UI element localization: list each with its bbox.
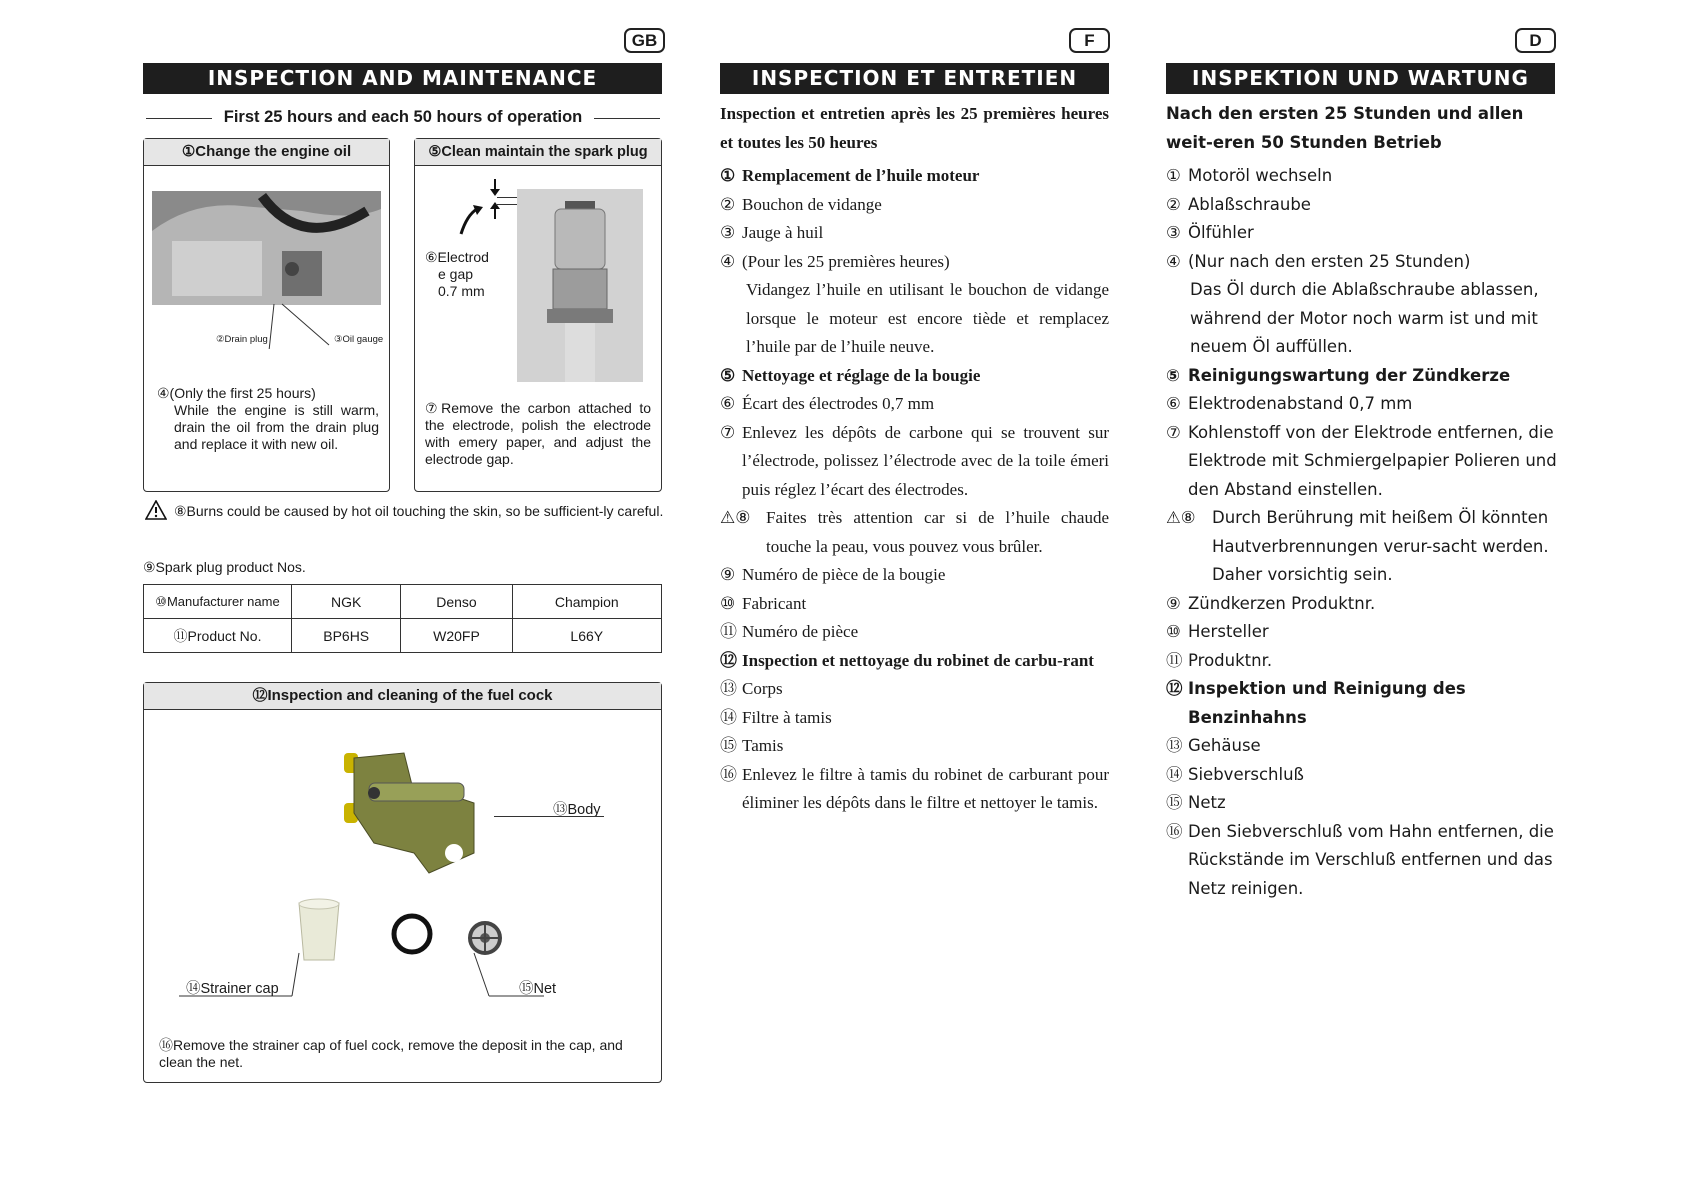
spark-box-title: ⑤Clean maintain the spark plug <box>415 139 661 166</box>
spark-plug-illustration <box>517 189 643 382</box>
list-item: ④ (Nur nach den ersten 25 Stunden) <box>1166 251 1471 271</box>
gb-warning-text: ⑧Burns could be caused by hot oil touching the skin, so be sufficient-ly careful. <box>174 503 664 519</box>
fr-section-title: INSPECTION ET ENTRETIEN <box>720 63 1109 94</box>
product-nos-label: ⑨Spark plug product Nos. <box>143 559 306 575</box>
list-item: ⑥ Écart des électrodes 0,7 mm <box>720 394 935 413</box>
oil-gauge-label: ③Oil gauge <box>334 334 384 345</box>
oil-note-body: While the engine is still warm, drain the oil from the drain plug and replace it with new oil. <box>174 402 379 452</box>
fr-item-list <box>720 162 1109 818</box>
list-item: ⚠⑧ Durch Berührung mit heißem Öl könnten Hautverbrennungen verur-sacht werden. Daher vorsichtig sein. <box>1166 508 1549 584</box>
engine-photo <box>152 191 381 305</box>
list-item: ② Bouchon de vidange <box>720 194 882 214</box>
list-item: ⑤ Reinigungswartung der Zündkerze <box>1166 365 1511 385</box>
table-cell: BP6HS <box>292 619 401 653</box>
list-item: ⑯ Enlevez le filtre à tamis du robinet de carburant pour éliminer les dépôts dans le filtre et nettoyer le tamis. <box>720 764 1109 812</box>
list-item: ⑨ Numéro de pièce de la bougie <box>720 565 946 584</box>
list-item: ⚠⑧ Faites très attention car si de l’huile chaude touche la peau, vous pouvez vous brûler. <box>720 508 1109 556</box>
subtitle-rule-left <box>146 118 212 119</box>
table-row <box>144 585 662 619</box>
list-item: ① Remplacement de l’huile moteur <box>720 166 980 185</box>
strainer-cap-label: ⑭Strainer cap <box>186 981 279 997</box>
oil-change-box <box>143 138 390 492</box>
drain-plug-label: ②Drain plug <box>216 334 268 345</box>
table-cell: ⑩Manufacturer name <box>144 585 292 619</box>
list-item: ① Motoröl wechseln <box>1166 166 1333 185</box>
lang-tag-gb: GB <box>624 28 665 53</box>
table-cell: L66Y <box>512 619 661 653</box>
gb-subtitle-row <box>146 108 660 130</box>
de-section-title: INSPEKTION UND WARTUNG <box>1166 63 1555 94</box>
list-item: ⑫ Inspection et nettoyage du robinet de carbu-rant <box>720 650 1094 670</box>
list-item: ③ Jauge à huil <box>720 223 824 242</box>
list-item: ⑨ Zündkerzen Produktnr. <box>1166 593 1376 613</box>
table-cell: Champion <box>512 585 661 619</box>
gb-section-title: INSPECTION AND MAINTENANCE <box>143 63 662 94</box>
spark-note: ⑦Remove the carbon attached to the electrode, polish the electrode with emery paper, and adjust the electrode gap. <box>425 400 651 467</box>
list-item: ⑬ Corps <box>720 679 783 698</box>
de-intro: Nach den ersten 25 Stunden und allen weit-eren 50 Stunden Betrieb <box>1166 104 1524 152</box>
list-item: ④ (Pour les 25 premières heures) <box>720 251 950 271</box>
list-item: ⑮ Tamis <box>720 736 784 755</box>
spark-plug-box <box>414 138 662 492</box>
table-cell: NGK <box>292 585 401 619</box>
list-item: ② Ablaßschraube <box>1166 194 1311 214</box>
list-item: ⑯ Den Siebverschluß vom Hahn entfernen, die Rückstände im Verschluß entfernen und das Netz reinigen. <box>1166 821 1554 898</box>
list-item: ⑪ Numéro de pièce <box>720 622 859 641</box>
list-item: ⑪ Produktnr. <box>1166 650 1273 670</box>
electrode-gap-arrows-icon <box>455 179 505 241</box>
list-item: ⑤ Nettoyage et réglage de la bougie <box>720 365 981 385</box>
table-cell: W20FP <box>401 619 512 653</box>
table-cell: ⑪Product No. <box>144 619 292 653</box>
spark-plug-table <box>143 584 662 653</box>
list-item: ⑩ Fabricant <box>720 593 807 613</box>
gb-subtitle: First 25 hours and each 50 hours of operation <box>223 108 583 126</box>
list-item: ⑮ Netz <box>1166 793 1226 812</box>
list-item: ③ Ölfühler <box>1166 223 1254 242</box>
fuel-cock-box <box>143 682 662 1083</box>
list-item: ⑦ Kohlenstoff von der Elektrode entfernen, die Elektrode mit Schmiergelpapier Polieren und den Abstand einstellen. <box>1166 422 1557 499</box>
fuel-cock-illustration <box>334 743 484 883</box>
oil-note-head: ④(Only the first 25 hours) <box>157 385 316 401</box>
gap-label-line-1: ⑥Electrod <box>425 249 489 265</box>
list-item: ⑥ Elektrodenabstand 0,7 mm <box>1166 394 1413 413</box>
fuel-box-title: ⑫Inspection and cleaning of the fuel cock <box>144 683 661 710</box>
list-item: Das Öl durch die Ablaßschraube ablassen, während der Motor noch warm ist und mit neuem Öl auffüllen. <box>1190 280 1539 356</box>
list-item: ⑦ Enlevez les dépôts de carbone qui se trouvent sur l’électrode, polissez l’électrode avec de la toile émeri puis réglez l’écart des électrodes. <box>720 422 1109 499</box>
list-item: Vidangez l’huile en utilisant le bouchon de vidange lorsque le moteur est encore tiède et remplacez l’huile par de l’huile neuve. <box>746 280 1109 356</box>
engine-illustration <box>152 191 381 305</box>
gap-label-line-3: 0.7 mm <box>438 283 485 299</box>
subtitle-rule-right <box>594 118 660 119</box>
de-item-list <box>1166 162 1558 903</box>
list-item: ⑭ Siebverschluß <box>1166 764 1304 784</box>
net-label: ⑮Net <box>519 981 557 997</box>
fuel-note: ⑯Remove the strainer cap of fuel cock, remove the deposit in the cap, and clean the net. <box>159 1037 623 1070</box>
body-label: ⑬Body <box>553 802 601 818</box>
spark-plug-photo <box>517 189 643 382</box>
list-item: ⑫ Inspektion und Reinigung des Benzinhahns <box>1166 679 1466 727</box>
oil-box-title: ①Change the engine oil <box>144 139 389 166</box>
lang-tag-de: D <box>1515 28 1556 53</box>
list-item: ⑩ Hersteller <box>1166 622 1269 641</box>
gap-label-line-2: e gap <box>438 266 474 282</box>
lang-tag-fr: F <box>1069 28 1110 53</box>
list-item: ⑬ Gehäuse <box>1166 736 1261 755</box>
table-cell: Denso <box>401 585 512 619</box>
warning-triangle-icon <box>145 500 167 520</box>
list-item: ⑭ Filtre à tamis <box>720 707 832 727</box>
fr-intro: Inspection et entretien après les 25 premières heures et toutes les 50 heures <box>720 104 1109 152</box>
table-row <box>144 619 662 653</box>
